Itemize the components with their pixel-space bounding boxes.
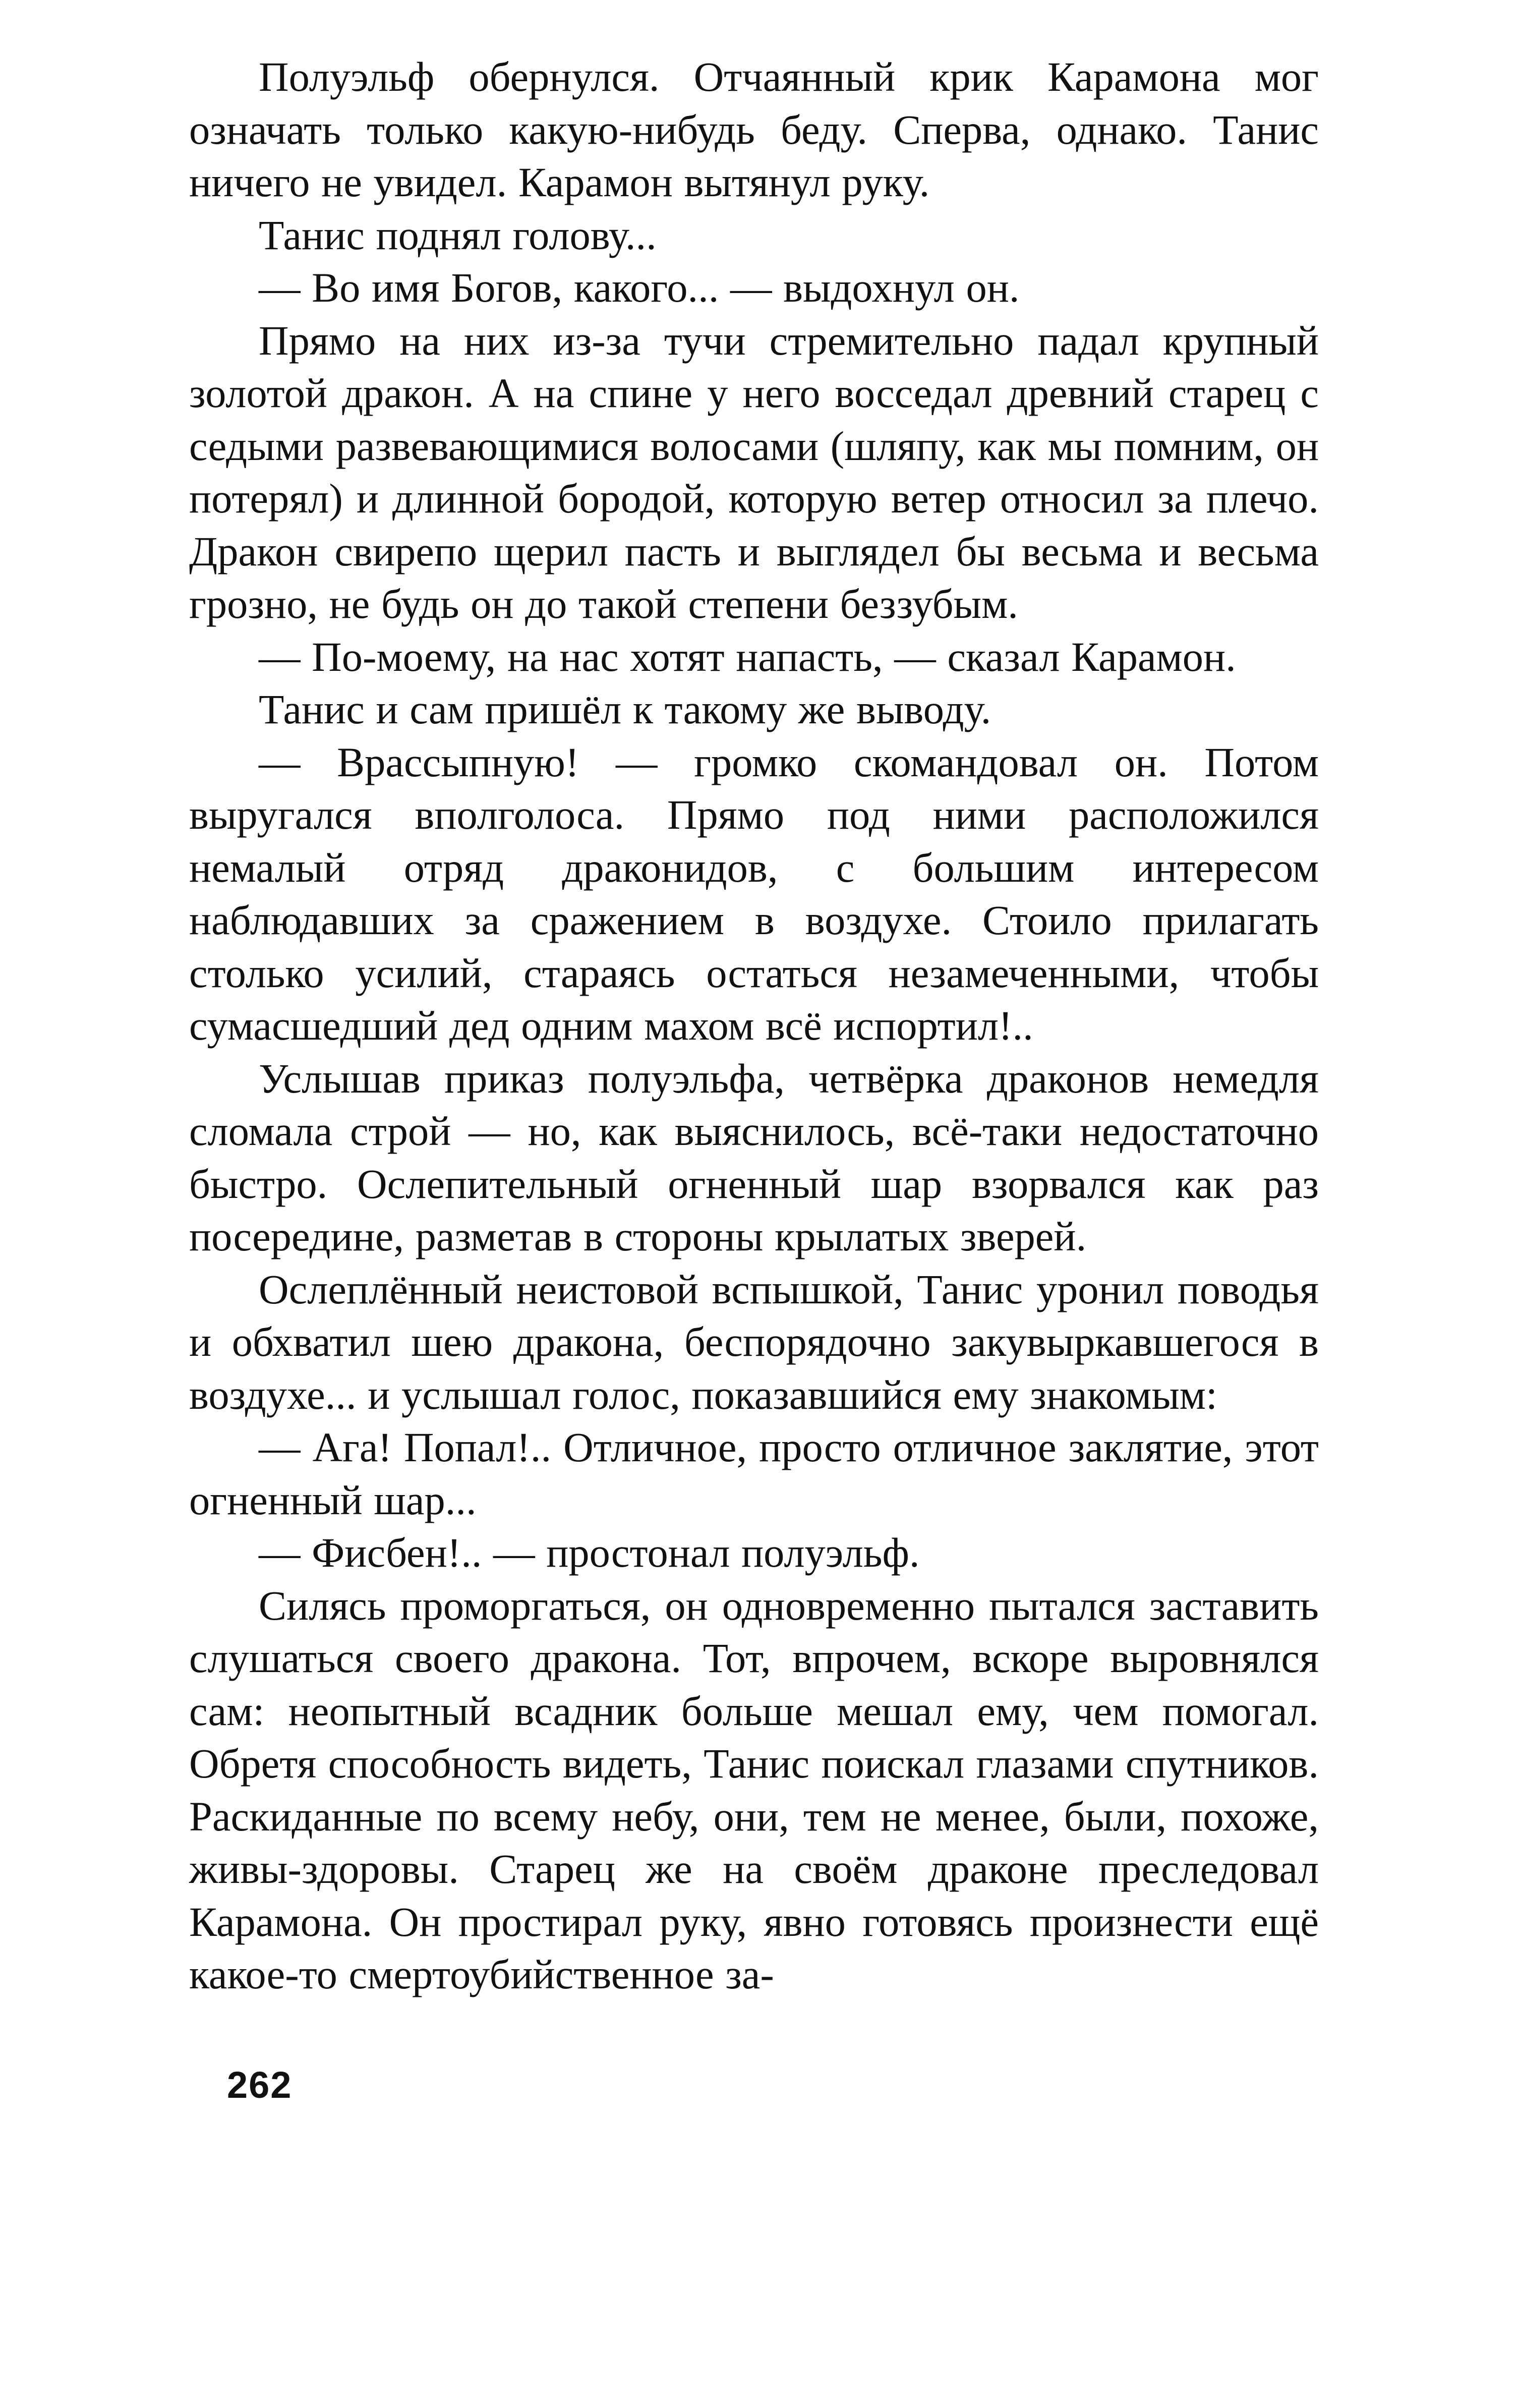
paragraph: Силясь проморгаться, он одновременно пытался заставить слушаться своего дракона. Тот, впрочем, вскоре выровнялся сам: неопытный всадник больше мешал ему, чем помогал. Обретя способность видеть, Танис поискал глазами спутников. Раскиданные по всему небу, они, тем не менее, были, похоже, живы-здоровы. Старец же на своём драконе преследовал Карамона. Он простирал руку, явно готовясь произнести ещё какое-то смертоубийственное за- bbox=[189, 1582, 1319, 1997]
paragraph: Услышав приказ полуэльфа, четвёрка драконов немедля сломала строй — но, как выяснилось, всё-таки недостаточно быстро. Ослепительный огненный шар взорвался как раз посередине, разметав в стороны крылатых зверей. bbox=[189, 1055, 1319, 1259]
page-number: 262 bbox=[227, 2064, 293, 2106]
paragraph: Прямо на них из-за тучи стремительно падал крупный золотой дракон. А на спине у него восседал древний старец с седыми развевающимися волосами (шляпу, как мы помним, он потерял) и длинной бородой, которую ветер относил за плечо. Дракон свирепо щерил пасть и выглядел бы весьма и весьма грозно, не будь он до такой степени беззубым. bbox=[189, 317, 1319, 627]
paragraph: — Фисбен!.. — простонал полуэльф. bbox=[259, 1529, 920, 1576]
paragraph: — Врассыпную! — громко скомандовал он. Потом выругался вполголоса. Прямо под ними расположился немалый отряд драконидов, с большим интересом наблюдавших за сражением в воздухе. Стоило прилагать столько усилий, стараясь остаться незамеченными, чтобы сумасшедший дед одним махом всё испортил!.. bbox=[189, 738, 1319, 1049]
paragraph: Танис и сам пришёл к такому же выводу. bbox=[259, 686, 991, 732]
paragraph: — Ага! Попал!.. Отличное, просто отличное заклятие, этот огненный шар... bbox=[189, 1424, 1319, 1523]
paragraph: — По-моему, на нас хотят напасть, — сказал Карамон. bbox=[259, 633, 1236, 680]
paragraph: Полуэльф обернулся. Отчаянный крик Карамона мог означать только какую-нибудь беду. Сперва, однако. Танис ничего не увидел. Карамон вытянул руку. bbox=[189, 53, 1319, 205]
paragraph: Танис поднял голову... bbox=[259, 211, 657, 258]
paragraph: Ослеплённый неистовой вспышкой, Танис уронил поводья и обхватил шею дракона, беспорядочно закувыркавшегося в воздухе... и услышал голос, показавшийся ему знакомым: bbox=[189, 1266, 1319, 1418]
page-text-block bbox=[189, 50, 1319, 2001]
paragraph: — Во имя Богов, какого... — выдохнул он. bbox=[259, 264, 1020, 311]
